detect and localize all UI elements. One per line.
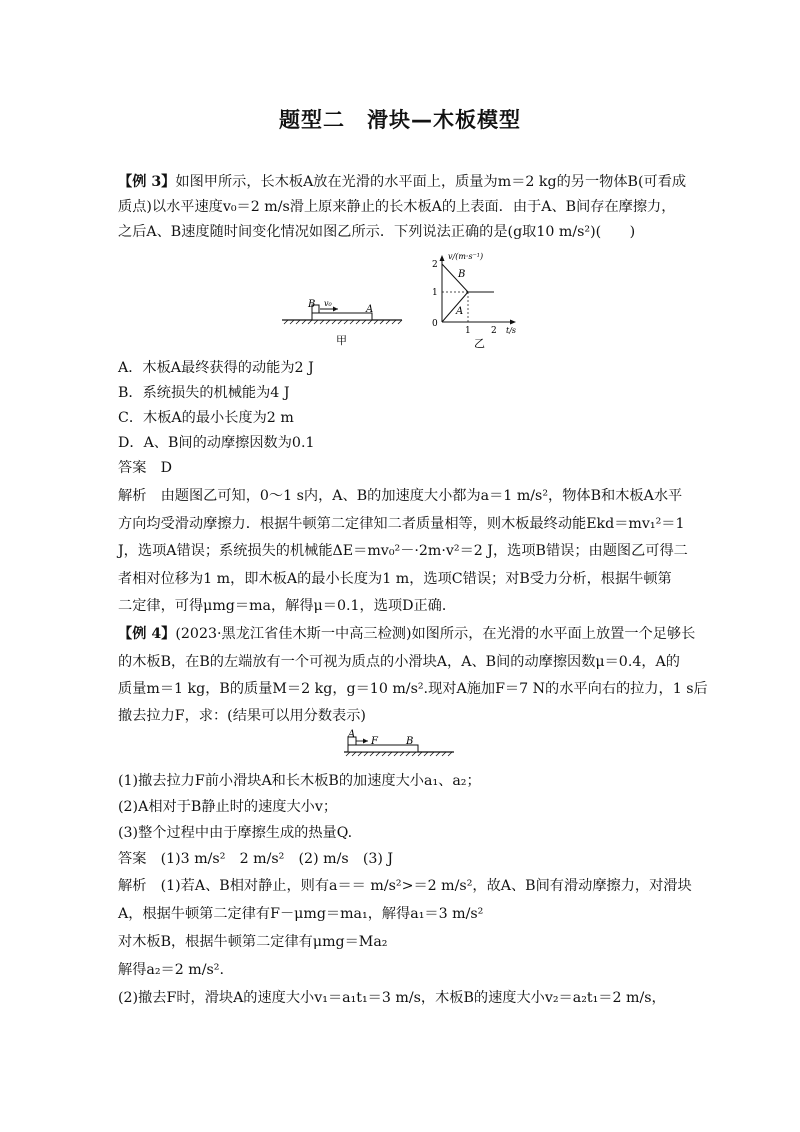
example-4-line-4: 撤去拉力F，求：(结果可以用分数表示) [118, 708, 366, 724]
y-tick-1: 1 [432, 288, 438, 298]
arrow-head-icon [333, 307, 338, 312]
example-3-line-1 [118, 172, 698, 192]
label-b: B [406, 736, 414, 747]
figure-yi-vt-graph [428, 250, 538, 350]
example-4-solution-2: A，根据牛顿第二定律有F－μmg＝ma₁，解得a₁＝3 m/s² [118, 906, 484, 922]
example-3-tag: 【例 3】 [118, 174, 176, 190]
example-4-line-3: 质量m＝1 kg，B的质量M＝2 kg，g＝10 m/s².现对A施加F＝7 N的水平向右的拉力，1 s后 [118, 681, 708, 697]
example-3-line-3: 之后A、B速度随时间变化情况如图乙所示．下列说法正确的是(g取10 m/s²)( ) [118, 224, 636, 240]
v-axis-arrow-icon [440, 255, 445, 261]
example-3-answer: 答案 D [118, 460, 172, 476]
example-3-solution-3: J，选项A错误；系统损失的机械能ΔE＝mv₀²－·2m·v²＝2 J，选项B错误；由题图乙可得二 [118, 543, 688, 559]
example-4-tag: 【例 4】 [118, 626, 176, 642]
option-c: C．木板A的最小长度为2 m [118, 410, 294, 426]
example-4-figure [340, 728, 460, 764]
example-3-text-1: 如图甲所示，长木板A放在光滑的水平面上，质量为m＝2 kg的另一物体B(可看成 [175, 174, 687, 190]
example-4-solution-4: 解得a₂＝2 m/s². [118, 962, 224, 978]
t-axis-arrow-icon [510, 320, 516, 325]
label-v0: v₀ [324, 299, 332, 308]
example-3-line-2: 质点)以水平速度v₀＝2 m/s滑上原来静止的长木板A的上表面．由于A、B间存在摩擦力， [118, 199, 676, 215]
label-a: A [366, 304, 374, 315]
question-1: (1)撤去拉力F前小滑块A和长木板B的加速度大小a₁、a₂； [118, 773, 481, 789]
option-d: D．A、B间的动摩擦因数为0.1 [118, 435, 315, 451]
x-tick-1: 1 [465, 326, 471, 336]
label-f: F [371, 736, 378, 747]
arrow-head-icon [363, 739, 368, 744]
series-a-label: A [456, 306, 464, 317]
example-4-answer: 答案 (1)3 m/s² 2 m/s² (2) m/s (3) J [118, 851, 394, 867]
y-tick-2: 2 [432, 260, 438, 270]
x-tick-2: 2 [491, 326, 497, 336]
example-3-solution-4: 者相对位移为1 m，即木板A的最小长度为1 m，选项C错误；对B受力分析，根据牛顿第 [118, 571, 672, 587]
example-4-solution-3: 对木板B，根据牛顿第二定律有μmg＝Ma₂ [118, 934, 388, 950]
board-a [312, 313, 372, 320]
x-axis-label: t/s [506, 326, 517, 335]
example-4-line-2: 的木板B，在B的左端放有一个可视为质点的小滑块A，A、B间的动摩擦因数μ＝0.4，A的 [118, 654, 680, 670]
example-4-text-1: (2023·黑龙江省佳木斯一中高三检测)如图所示，在光滑的水平面上放置一个足够长 [175, 626, 696, 642]
example-4-solution-5: (2)撤去F时，滑块A的速度大小v₁＝a₁t₁＝3 m/s，木板B的速度大小v₂＝a₂t₁＝2 m/s， [118, 990, 666, 1006]
series-a-line [442, 292, 468, 322]
y-tick-0: 0 [432, 319, 438, 329]
question-3: (3)整个过程中由于摩擦生成的热量Q. [118, 825, 353, 841]
figure-yi-caption: 乙 [474, 337, 485, 350]
label-b: B [308, 299, 316, 310]
example-4-solution-1: 解析 (1)若A、B相对静止，则有a＝＝ m/s²>＝2 m/s²，故A、B间有滑动摩擦力，对滑块 [118, 878, 692, 894]
label-a: A [348, 729, 356, 740]
option-b: B．系统损失的机械能为4 J [118, 385, 290, 401]
option-a: A．木板A最终获得的动能为2 J [118, 360, 314, 376]
y-axis-label: v/(m·s⁻¹) [448, 252, 484, 261]
example-3-solution-1: 解析 由题图乙可知，0～1 s内，A、B的加速度大小都为a＝1 m/s²，物体B和木板A水平 [118, 488, 683, 504]
example-4-line-1 [118, 624, 698, 644]
figure-jia-caption: 甲 [336, 334, 347, 347]
question-2: (2)A相对于B静止时的速度大小v； [118, 799, 338, 815]
series-b-label: B [458, 269, 466, 280]
ground-hatch [284, 320, 402, 324]
example-3-solution-2: 方向均受滑动摩擦力．根据牛顿第二定律知二者质量相等，则木板最终动能Ekd＝mv₁²＝1 [118, 516, 685, 532]
example-3-solution-5: 二定律，可得μmg＝ma，解得μ＝0.1，选项D正确． [118, 598, 457, 614]
figure-jia [278, 295, 408, 355]
section-title: 题型二 滑块—木板模型 [279, 108, 521, 132]
